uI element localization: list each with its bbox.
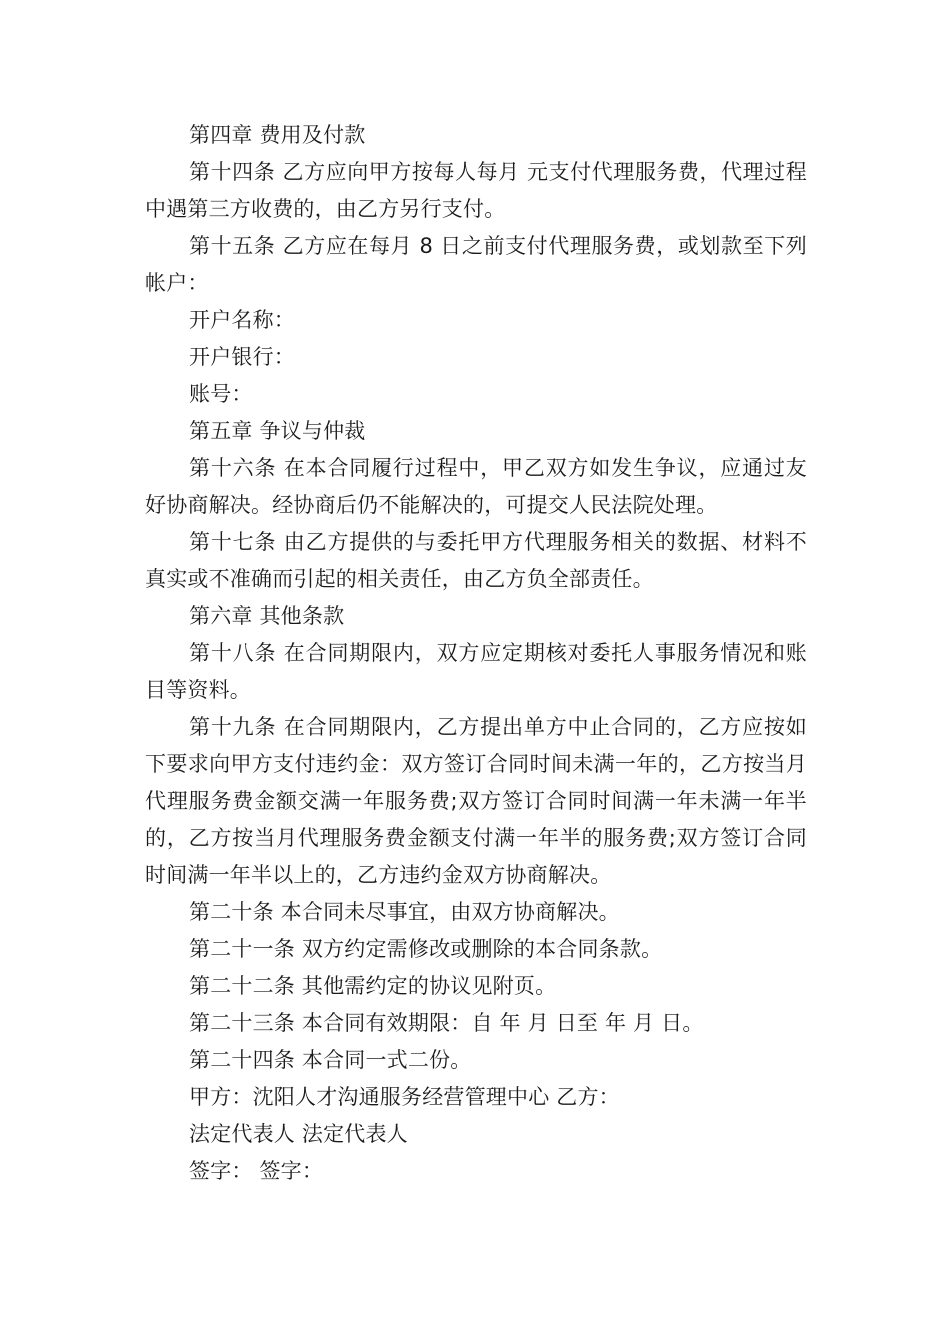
chapter-heading-6: 第六章 其他条款 — [189, 604, 345, 628]
article-23: 第二十三条 本合同有效期限：自 年 月 日至 年 月 日。 — [189, 1011, 704, 1035]
account-name-line: 开户名称： — [189, 308, 295, 332]
article-17: 第十七条 由乙方提供的与委托甲方代理服务相关的数据、材料不真实或不准确而引起的相关责任，由乙方负全部责任。 — [145, 530, 807, 591]
article-14: 第十四条 乙方应向甲方按每人每月 元支付代理服务费，代理过程中遇第三方收费的，由乙方另行支付。 — [145, 160, 807, 221]
article-20: 第二十条 本合同未尽事宜，由双方协商解决。 — [189, 900, 620, 924]
account-bank-line: 开户银行： — [189, 345, 295, 369]
article-18: 第十八条 在合同期限内，双方应定期核对委托人事服务情况和账目等资料。 — [145, 641, 807, 702]
chapter-heading-4: 第四章 费用及付款 — [189, 123, 366, 147]
article-24: 第二十四条 本合同一式二份。 — [189, 1048, 472, 1072]
article-16: 第十六条 在本合同履行过程中，甲乙双方如发生争议，应通过友好协商解决。经协商后仍不能解决的，可提交人民法院处理。 — [145, 456, 807, 517]
legal-representative-line: 法定代表人 法定代表人 — [189, 1122, 408, 1146]
parties-line: 甲方：沈阳人才沟通服务经营管理中心 乙方： — [189, 1085, 620, 1109]
article-22: 第二十二条 其他需约定的协议见附页。 — [189, 974, 557, 998]
chapter-heading-5: 第五章 争议与仲裁 — [189, 419, 366, 443]
signature-line: 签字： 签字： — [189, 1159, 324, 1183]
document-body — [145, 117, 807, 1190]
article-21: 第二十一条 双方约定需修改或删除的本合同条款。 — [189, 937, 663, 961]
article-19: 第十九条 在合同期限内，乙方提出单方中止合同的，乙方应按如下要求向甲方支付违约金：双方签订合同时间未满一年的，乙方按当月代理服务费金额交满一年服务费;双方签订合同时间满一年未满一年半的，乙方按当月代理服务费金额支付满一年半的服务费;双方签订合同时间满一年半以上的，乙方违约金双方协商解决。 — [145, 715, 807, 887]
account-number-line: 账号： — [189, 382, 253, 406]
article-15: 第十五条 乙方应在每月 8 日之前支付代理服务费，或划款至下列帐户： — [145, 234, 807, 295]
